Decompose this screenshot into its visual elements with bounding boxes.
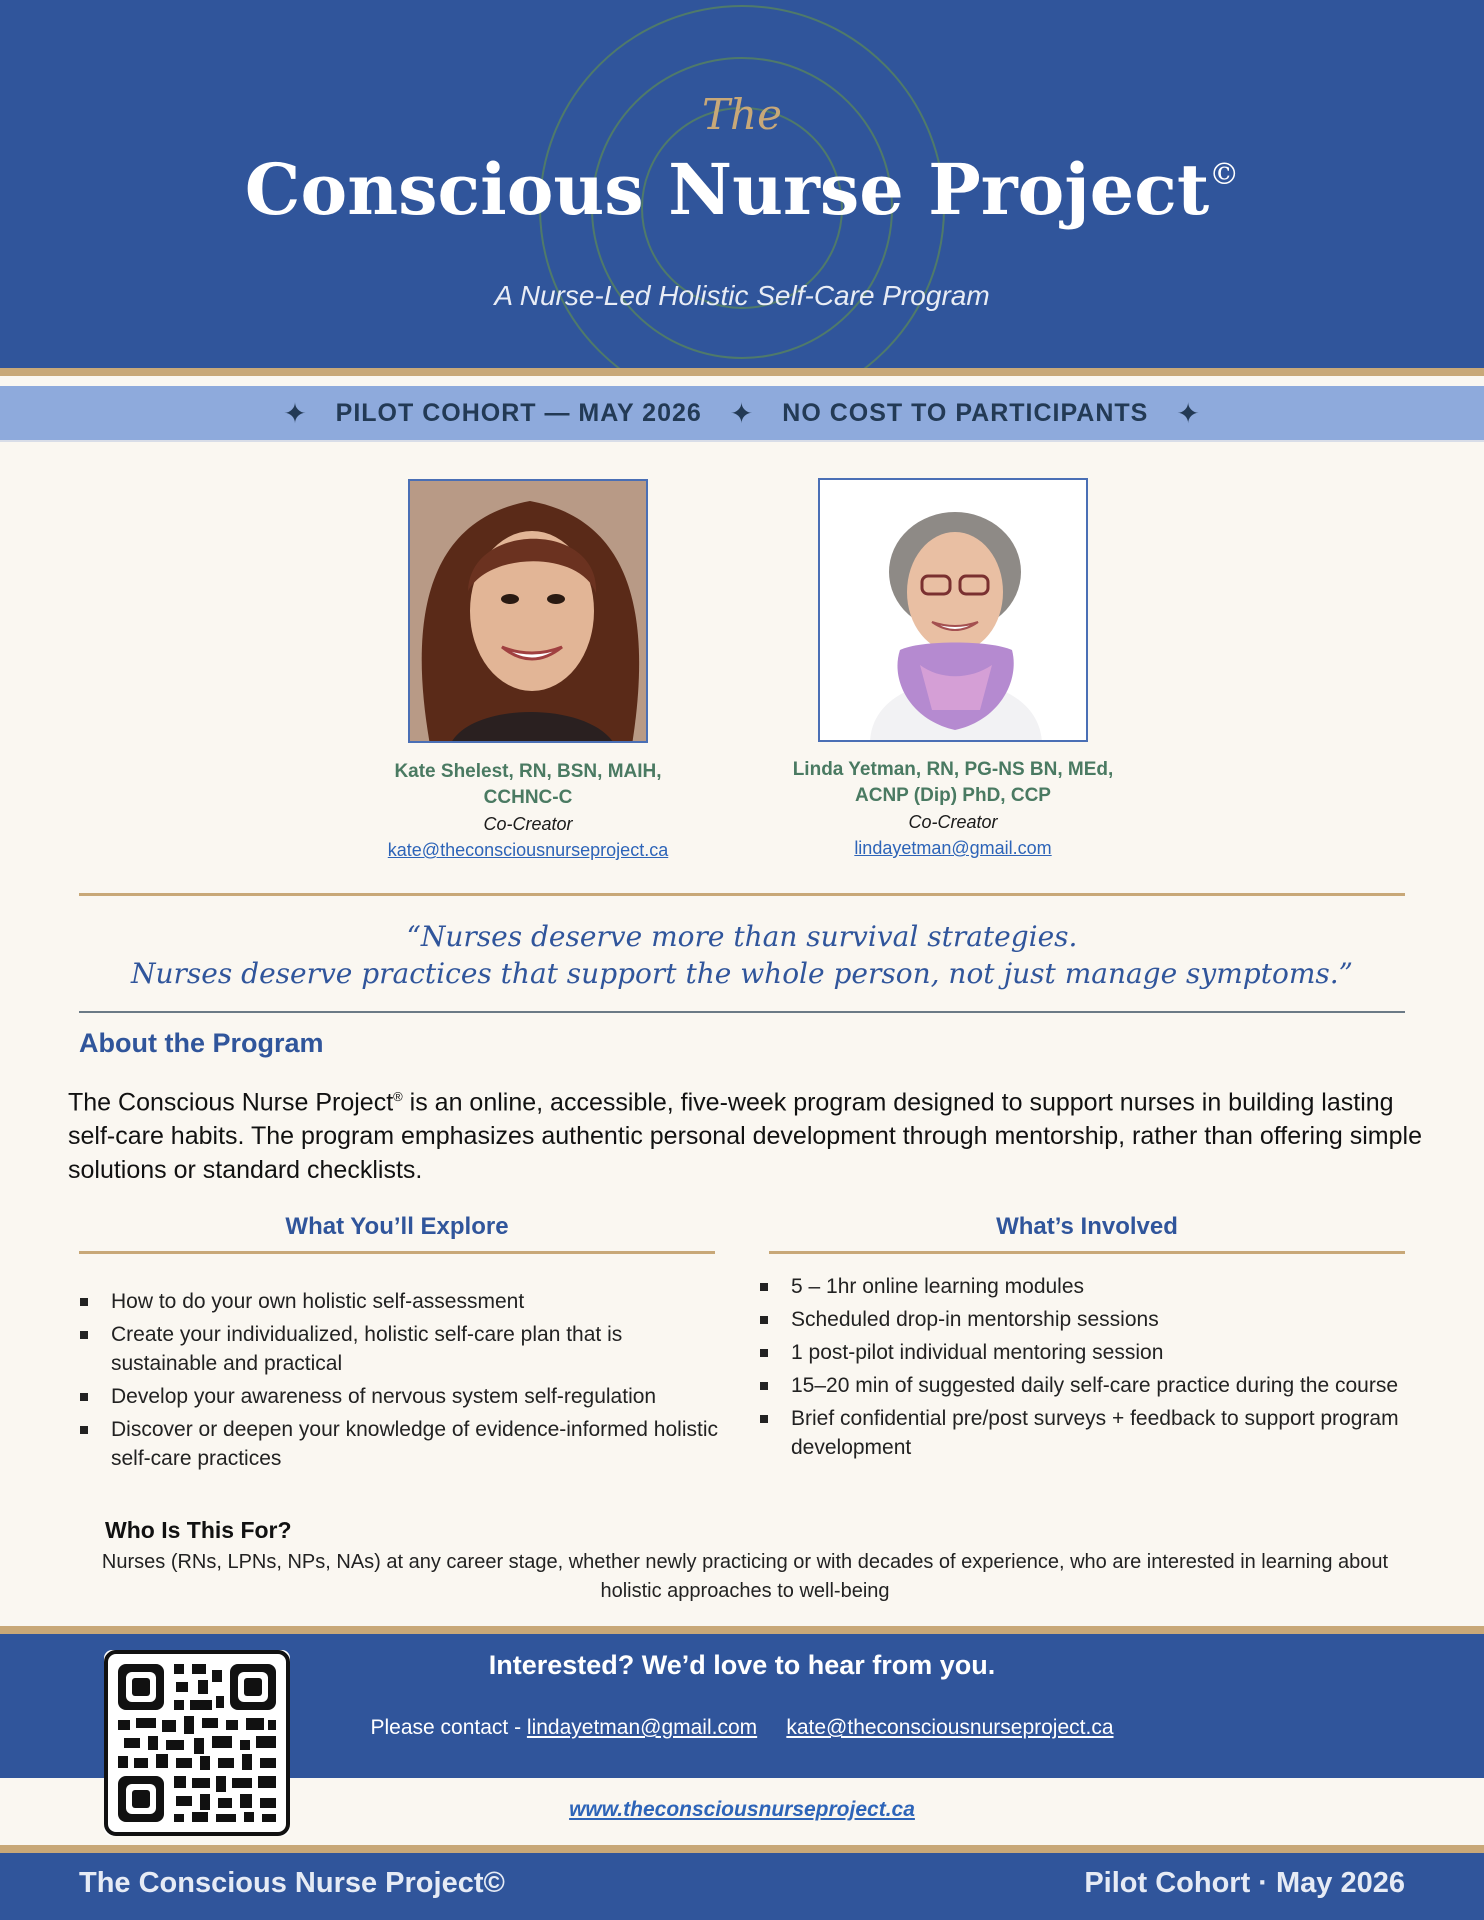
explore-list: [80, 1287, 720, 1477]
quote-line: “Nurses deserve more than survival strategies.: [406, 920, 1078, 953]
star-icon: ✦: [283, 397, 308, 429]
person-email-link[interactable]: kate@theconsciousnurseproject.ca: [387, 840, 669, 860]
banner-cost: NO COST TO PARTICIPANTS: [782, 398, 1149, 427]
page-subtitle: A Nurse-Led Holistic Self-Care Program: [494, 280, 990, 311]
star-icon: ✦: [729, 397, 755, 429]
footer-project-name: The Conscious Nurse Project©: [79, 1867, 505, 1899]
about-body-text: is an online, accessible, five-week program designed to support nurses in building lasting self-care habits. The program emphasizes authentic personal development through mentorship, rather than offering simple solutions or standard checklists.: [68, 1088, 1422, 1185]
about-body-name: The Conscious Nurse Project: [68, 1088, 394, 1117]
involved-list: [760, 1272, 1400, 1466]
person-name: Linda Yetman, RN, PG-NS BN, MEd,: [792, 759, 1114, 780]
list-item: How to do your own holistic self-assessment: [80, 1287, 720, 1316]
contact-prefix: Please contact -: [370, 1716, 527, 1739]
star-icon: ✦: [1176, 397, 1201, 429]
person-email-link[interactable]: lindayetman@gmail.com: [854, 838, 1052, 858]
list-item: Brief confidential pre/post surveys + feedback to support program development: [760, 1404, 1400, 1462]
contact-email-kate[interactable]: kate@theconsciousnurseproject.ca: [786, 1716, 1114, 1739]
quote: [0, 918, 1484, 992]
person-credentials: CCHNC-C: [483, 787, 573, 808]
person-card-kate: [358, 759, 698, 863]
list-item: Discover or deepen your knowledge of evidence-informed holistic self-care practices: [80, 1415, 720, 1473]
divider: [769, 1251, 1405, 1254]
footer: [0, 1845, 1484, 1920]
person-credentials: ACNP (Dip) PhD, CCP: [855, 785, 1051, 806]
list-item: Develop your awareness of nervous system self-regulation: [80, 1382, 720, 1411]
explore-heading: What You’ll Explore: [285, 1213, 509, 1240]
list-item: Create your individualized, holistic self-care plan that is sustainable and practical: [80, 1320, 720, 1378]
about-heading: About the Program: [79, 1028, 324, 1058]
banner-cohort: PILOT COHORT — MAY 2026: [335, 398, 702, 427]
involved-heading: What’s Involved: [996, 1213, 1178, 1240]
person-card-linda: [773, 757, 1133, 861]
list-item: 1 post-pilot individual mentoring session: [760, 1338, 1400, 1367]
person-role: Co-Creator: [908, 812, 998, 832]
qr-code-icon: [104, 1650, 290, 1836]
divider: [79, 1011, 1405, 1013]
linda-portrait-image: [820, 480, 1088, 742]
person-role: Co-Creator: [483, 814, 573, 834]
list-item: 5 – 1hr online learning modules: [760, 1272, 1400, 1301]
title-the: The: [702, 90, 782, 139]
qr-code[interactable]: [104, 1650, 290, 1836]
header: [0, 0, 1484, 376]
list-item: Scheduled drop-in mentorship sessions: [760, 1305, 1400, 1334]
who-body: Nurses (RNs, LPNs, NPs, NAs) at any career stage, whether newly practicing or with decades of experience, who are interested in learning about holistic approaches to well-being: [101, 1551, 1389, 1602]
who-heading: Who Is This For?: [105, 1517, 292, 1543]
registered-mark: ®: [393, 1089, 403, 1104]
contact-heading: Interested? We’d love to hear from you.: [488, 1650, 996, 1680]
kate-photo: [408, 479, 648, 743]
page-title-text: Conscious Nurse Project: [244, 148, 1210, 231]
list-item: 15–20 min of suggested daily self-care practice during the course: [760, 1371, 1400, 1400]
copyright-mark: ©: [1209, 157, 1240, 192]
person-name: Kate Shelest, RN, BSN, MAIH,: [394, 761, 662, 782]
cohort-banner: [0, 386, 1484, 442]
kate-portrait-image: [410, 481, 648, 743]
divider: [79, 1251, 715, 1254]
website-link[interactable]: www.theconsciousnurseproject.ca: [569, 1798, 915, 1821]
page-title: [0, 148, 1484, 231]
quote-line: Nurses deserve practices that support the whole person, not just manage symptoms.”: [131, 957, 1353, 990]
contact-email-linda[interactable]: lindayetman@gmail.com: [526, 1716, 758, 1739]
divider: [79, 893, 1405, 896]
about-body: [68, 1080, 1428, 1187]
linda-photo: [818, 478, 1088, 742]
footer-cohort: Pilot Cohort · May 2026: [1084, 1867, 1405, 1899]
